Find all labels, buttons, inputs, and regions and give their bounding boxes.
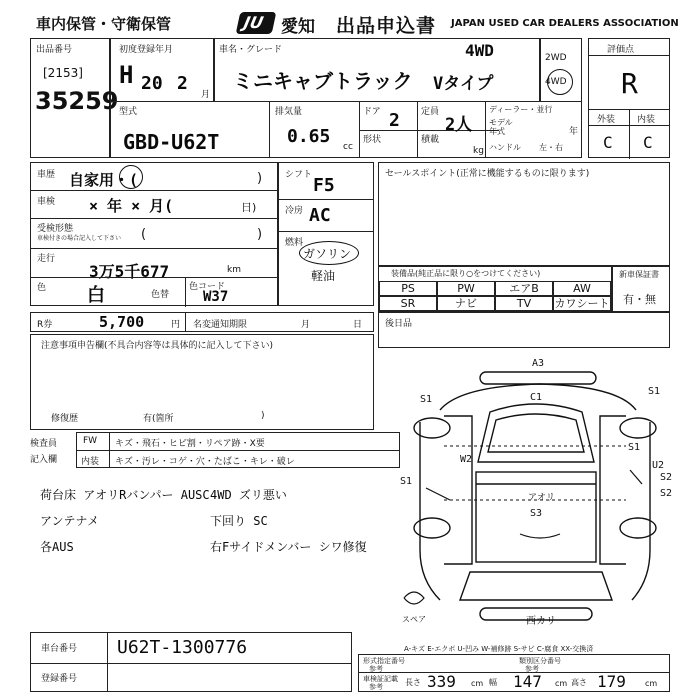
remark-2: 4WD ズリ悪い — [210, 488, 287, 502]
front-bumper — [480, 372, 596, 384]
first-reg-box — [110, 38, 214, 102]
remark-6: 右Fサイドメンバー シワ修復 — [210, 540, 367, 554]
drive-box — [540, 38, 582, 102]
first-reg-month: 2 — [177, 73, 188, 94]
disp-unit: cc — [343, 142, 353, 152]
diagram-label-s1-fl: S1 — [420, 394, 433, 405]
equipment-label: 装備品(純正品に限り○をつけてください) — [391, 269, 541, 278]
disp-value: 0.65 — [287, 126, 331, 147]
new-warranty-opts: 有・無 — [623, 293, 656, 306]
color-code-label: 色コード — [189, 282, 226, 292]
diagram-label-c1: C1 — [530, 392, 543, 403]
cooler-value: AC — [309, 205, 331, 226]
color-change-label: 色替 — [151, 290, 170, 300]
dims-box — [358, 654, 670, 692]
handle-label: ハンドル — [489, 143, 521, 152]
form-title: 出品申込書 — [336, 15, 437, 37]
spec-row — [110, 102, 582, 158]
equipment-item: ナビ — [437, 296, 495, 311]
equipment-item: AW — [553, 281, 611, 296]
reception-sub: 車検付きの場合記入して下さい — [37, 235, 122, 242]
recycle-row — [30, 312, 374, 332]
first-reg-month-unit: 月 — [201, 90, 211, 100]
height-unit: cm — [645, 679, 658, 688]
width-value: 147 — [513, 672, 542, 691]
storage-title-box — [30, 10, 220, 38]
org-logo — [236, 12, 277, 34]
capacity-label: 定員 — [421, 107, 440, 117]
first-reg-label: 初度登録年月 — [119, 45, 174, 55]
equipment-item: PS — [379, 281, 437, 296]
recycle-label: R券 — [37, 320, 53, 330]
chassis-box — [30, 632, 352, 692]
repair-value: 有(箇所 — [143, 414, 174, 424]
inspector-label-1: 検査員 — [30, 439, 58, 449]
mileage-value: 3万5千677 — [89, 262, 170, 281]
width-label: 幅 — [489, 678, 497, 687]
transfer-day: 日 — [353, 320, 363, 330]
fuel-gas: ガソリン — [303, 247, 352, 261]
lot-label: 出品番号 — [36, 45, 73, 55]
transfer-label: 名変通知期限 — [193, 320, 248, 330]
rating-int-value: C — [643, 133, 653, 152]
sales-point-box — [378, 162, 670, 266]
new-warranty-box — [612, 266, 670, 312]
vehicle-ref: 参考 — [369, 683, 383, 691]
equipment-item: SR — [379, 296, 437, 311]
length-unit: cm — [471, 679, 484, 688]
shift-label: シフト — [285, 170, 313, 180]
equipment-item: エアB — [495, 281, 553, 296]
cert-label: 形式指定番号 — [363, 657, 405, 665]
diagram-label-u2: U2 — [652, 460, 665, 471]
reg-label: 登録番号 — [41, 674, 78, 684]
inspector-grid — [76, 432, 400, 468]
class-ref: 参考 — [525, 665, 539, 673]
year-unit: 年 — [569, 127, 579, 137]
inspector-row1-items: キズ・飛石・ヒビ割・リペア跡・X要 — [115, 439, 265, 449]
mileage-label: 走行 — [37, 254, 56, 264]
width-unit: cm — [555, 679, 568, 688]
door-label: ドア — [363, 107, 381, 117]
org-name-ja: 愛知 — [281, 17, 315, 37]
mark-spare — [404, 592, 424, 604]
diagram-spare-label: スペア — [402, 615, 426, 624]
left-side-outline — [420, 422, 440, 600]
remark-4: 下回り SC — [210, 514, 268, 528]
vehicle-label: 車検証記載 — [363, 675, 398, 683]
inspection-label: 車検 — [37, 197, 56, 207]
diagram-label-a3: A3 — [532, 358, 545, 369]
dealer-label: ディーラー・並行 — [489, 105, 553, 114]
model-name: ミニキャブトラック — [233, 69, 413, 93]
inspection-value: × 年 × 月( — [89, 197, 174, 215]
class-label: 類別区分番号 — [519, 657, 561, 665]
reception-close: ) — [257, 227, 263, 242]
model-grade: Vタイプ — [433, 74, 494, 94]
fuel-gas-circle — [299, 241, 359, 265]
notes-box — [30, 334, 374, 430]
repair-close: ) — [261, 411, 265, 421]
model-year-label: モデル年式 — [489, 118, 513, 136]
first-reg-era: H — [119, 61, 134, 89]
chassis-label: 車台番号 — [41, 644, 78, 654]
rating-value: R — [621, 67, 638, 100]
inspector-label-2: 記入欄 — [30, 455, 58, 465]
new-warranty-label: 新車保証書 — [619, 270, 659, 279]
load-label: 積載 — [421, 135, 440, 145]
rating-label: 評価点 — [607, 45, 635, 55]
diagram-label-s2-b: S2 — [660, 488, 673, 499]
repair-label: 修復歴 — [51, 414, 79, 424]
load-unit: kg — [473, 146, 484, 156]
car-diagram — [380, 350, 673, 650]
chassis-value: U62T-1300776 — [117, 637, 248, 658]
notes-label: 注意事項申告欄(不具合内容等は具体的に記入して下さい) — [41, 341, 274, 351]
equipment-item: TV — [495, 296, 553, 311]
diagram-label-s3: S3 — [530, 508, 543, 519]
diagram-label-s2-a: S2 — [660, 472, 673, 483]
shape-label: 形状 — [363, 135, 382, 145]
fuel-diesel: 軽油 — [311, 269, 336, 283]
history-block — [30, 162, 278, 306]
inspector-row2-items: キズ・汚レ・コゲ・穴・たばこ・キレ・破レ — [115, 457, 295, 467]
rating-int-label: 内装 — [637, 115, 656, 125]
cooler-label: 冷房 — [285, 206, 304, 216]
history-value: 自家用・( — [69, 171, 139, 189]
reception-label: 受検形態 — [37, 224, 74, 234]
height-value: 179 — [597, 672, 626, 691]
model-label: 車名・グレード — [219, 45, 283, 55]
history-label: 車歴 — [37, 170, 56, 180]
equipment-item: カワシート — [554, 297, 610, 310]
logo-text: JU — [242, 13, 266, 32]
cab-top — [478, 404, 594, 462]
cert-ref: 参考 — [369, 665, 383, 673]
diagram-label-s1-r: S1 — [628, 442, 641, 453]
lot-box — [30, 38, 119, 158]
lot-number: 35259 — [35, 87, 119, 115]
rating-ext-value: C — [603, 133, 613, 152]
handle-opts: 左・右 — [539, 143, 563, 152]
inspection-day: 日) — [241, 201, 257, 214]
capacity-value: 2人 — [445, 115, 473, 135]
door-value: 2 — [389, 110, 400, 131]
lot-code: [2153] — [43, 66, 83, 80]
recycle-unit: 円 — [171, 320, 181, 330]
model-drive: 4WD — [465, 41, 494, 60]
recycle-value: 5,700 — [99, 313, 145, 331]
retrofit-label: 後日品 — [385, 319, 413, 329]
sales-point-label: セールスポイント(正常に機能するものに限ります) — [385, 169, 590, 179]
shift-block — [278, 162, 374, 306]
color-value: 白 — [87, 285, 105, 306]
diagram-label-nishikari: 西カリ — [526, 616, 556, 627]
diagram-label-s1-l: S1 — [400, 476, 413, 487]
equipment-item: PW — [437, 281, 495, 296]
equipment-box — [378, 266, 612, 312]
mark-bed — [520, 534, 560, 538]
first-reg-year: 20 — [141, 73, 163, 94]
mark-s1-left — [426, 488, 450, 500]
storage-title: 車内保管・守衛保管 — [36, 15, 172, 33]
shift-value: F5 — [313, 175, 335, 196]
type-label: 型式 — [119, 107, 138, 117]
mark-s1-right — [630, 470, 642, 484]
equipment-grid — [379, 281, 611, 311]
color-label: 色 — [37, 283, 47, 293]
diagram-legend: A-キズ E-エクボ U-凹み W-補修跡 S-サビ C-腐食 XX-交換済 — [404, 645, 594, 653]
remark-3: アンテナメ — [40, 514, 100, 528]
diagram-label-aori: アオリ — [528, 493, 555, 503]
org-name-en: JAPAN USED CAR DEALERS ASSOCIATION — [451, 18, 679, 29]
diagram-label-w2: W2 — [460, 454, 473, 465]
inspector-row1-head: FW — [83, 436, 98, 446]
model-box — [214, 38, 540, 102]
transfer-month: 月 — [301, 320, 311, 330]
drive-4wd-circle — [547, 69, 573, 95]
remark-5: 各AUS — [40, 540, 74, 554]
history-close: ) — [257, 171, 263, 186]
length-label: 長さ — [405, 678, 421, 687]
inspector-row2-head: 内装 — [81, 457, 100, 467]
inspector-area — [30, 432, 374, 472]
diagram-label-s1-fr: S1 — [648, 386, 661, 397]
length-value: 339 — [427, 672, 456, 691]
remark-1: 荷台床 アオリRバンパー AUSC — [40, 488, 210, 502]
height-label: 高さ — [571, 678, 587, 687]
rating-ext-label: 外装 — [597, 115, 616, 125]
rear-gate — [460, 572, 612, 600]
type-value: GBD-U62T — [123, 130, 220, 154]
fuel-label: 燃料 — [285, 238, 304, 248]
retrofit-box — [378, 312, 670, 348]
rating-box — [588, 38, 670, 158]
color-code: W37 — [203, 289, 229, 305]
reception-open: ( — [141, 227, 147, 242]
drive-4wd: 4WD — [545, 77, 567, 87]
disp-label: 排気量 — [275, 107, 303, 117]
drive-2wd: 2WD — [545, 53, 567, 63]
mileage-unit: km — [227, 265, 241, 275]
history-circle — [119, 165, 143, 189]
